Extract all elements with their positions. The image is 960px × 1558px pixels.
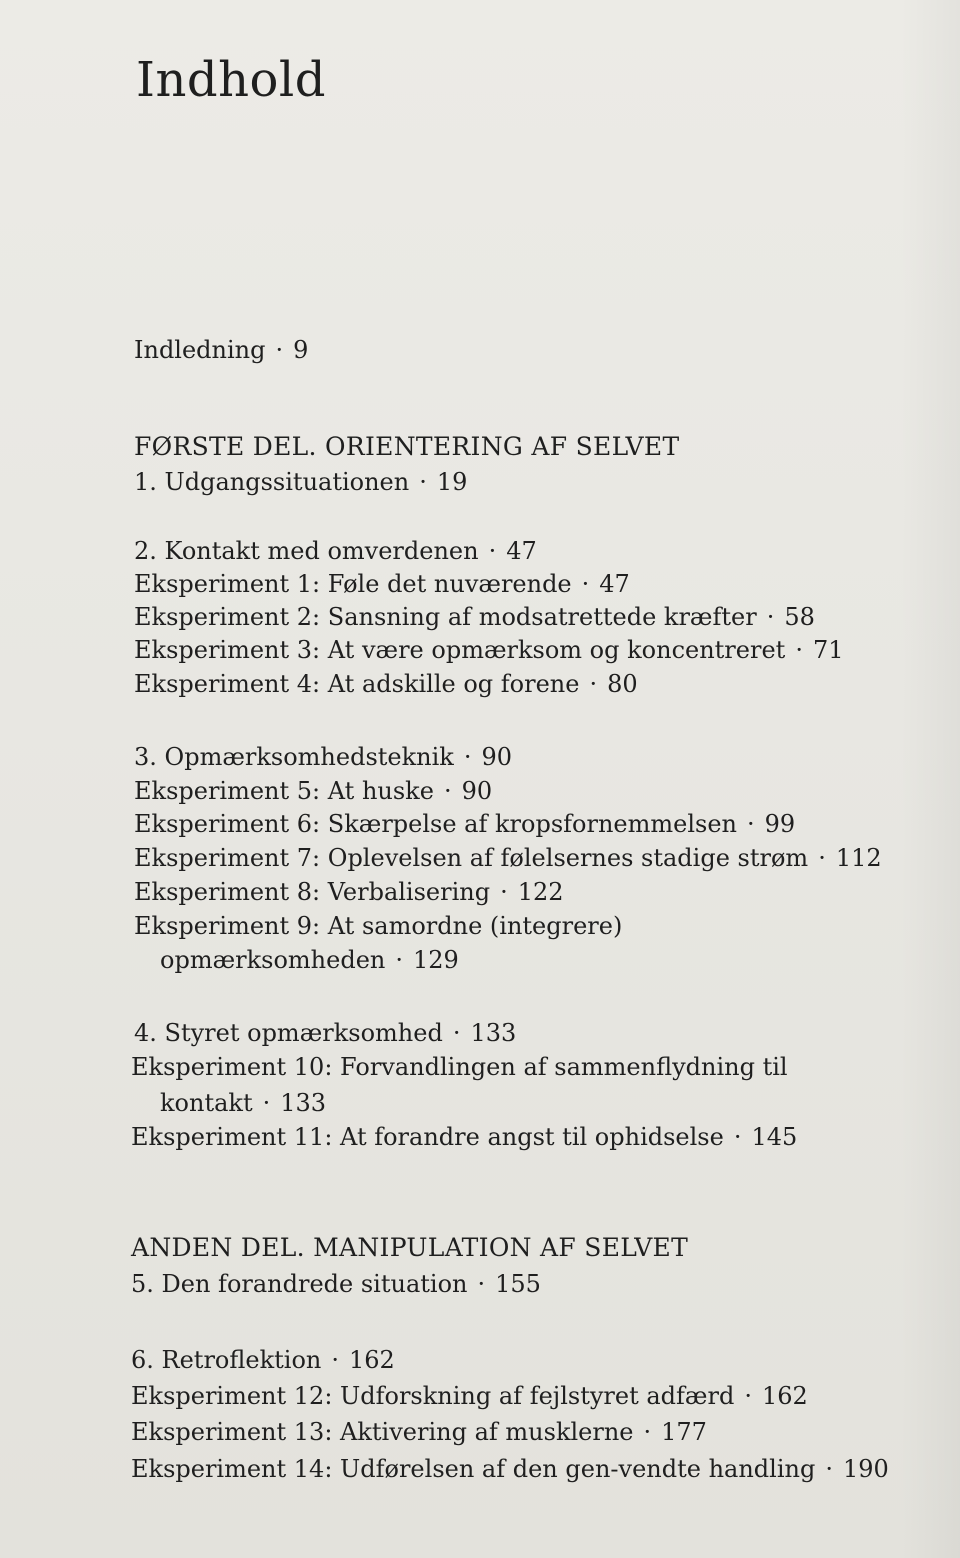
entry-page: 19 (436, 468, 468, 496)
entry-label-continued: kontakt (160, 1089, 253, 1117)
entry-page: 47 (506, 537, 537, 565)
toc-entry-experiment-5: Eksperiment 5: At huske · 90 (134, 777, 493, 805)
entry-page: 90 (461, 777, 493, 805)
entry-page: 145 (751, 1123, 798, 1151)
entry-label: Eksperiment 12: Udforskning af fejlstyret adfærd (131, 1382, 735, 1410)
entry-label: Eksperiment 14: Udførelsen af den gen-vendte handling (131, 1455, 816, 1483)
entry-label: Eksperiment 6: Skærpelse af kropsfornemmelsen (134, 810, 737, 838)
entry-label: 1. Udgangssituationen (134, 468, 410, 496)
toc-entry-intro: Indledning · 9 (134, 336, 309, 364)
toc-entry-experiment-9-continued: opmærksomheden · 129 (160, 946, 459, 974)
toc-entry-chapter-1: 1. Udgangssituationen · 19 (134, 468, 468, 496)
toc-entry-chapter-3: 3. Opmærksomhedsteknik · 90 (134, 743, 513, 771)
entry-label: Eksperiment 2: Sansning af modsatrettede kræfter (134, 603, 757, 631)
entry-label: Eksperiment 10: Forvandlingen af sammenflydning til (131, 1053, 788, 1081)
entry-label: 2. Kontakt med omverdenen (134, 537, 479, 565)
entry-label: 5. Den forandrede situation (131, 1270, 468, 1298)
toc-entry-experiment-12: Eksperiment 12: Udforskning af fejlstyret adfærd · 162 (131, 1382, 808, 1410)
entry-page: 190 (842, 1455, 889, 1483)
entry-page: 162 (761, 1382, 808, 1410)
entry-label: Eksperiment 1: Føle det nuværende (134, 570, 572, 598)
part-two-heading: ANDEN DEL. MANIPULATION AF SELVET (131, 1233, 689, 1262)
entry-label: Indledning (134, 336, 266, 364)
entry-label: 4. Styret opmærksomhed (134, 1019, 443, 1047)
toc-entry-chapter-2: 2. Kontakt med omverdenen · 47 (134, 537, 537, 565)
entry-page: 112 (835, 844, 882, 872)
toc-entry-experiment-2: Eksperiment 2: Sansning af modsatrettede kræfter · 58 (134, 603, 815, 631)
entry-label: 3. Opmærksomhedsteknik (134, 743, 454, 771)
entry-page: 47 (599, 570, 630, 598)
part-one-heading: FØRSTE DEL. ORIENTERING AF SELVET (134, 432, 680, 461)
entry-label: Eksperiment 11: At forandre angst til ophidselse (131, 1123, 724, 1151)
toc-title: Indhold (136, 52, 326, 108)
entry-page: 129 (413, 946, 459, 974)
toc-entry-experiment-10 (131, 1055, 788, 1079)
toc-entry-experiment-7: Eksperiment 7: Oplevelsen af følelsernes stadige strøm · 112 (134, 844, 882, 872)
entry-label: Eksperiment 7: Oplevelsen af følelsernes stadige strøm (134, 844, 809, 872)
entry-label: Eksperiment 13: Aktivering af musklerne (131, 1418, 634, 1446)
toc-entry-chapter-5: 5. Den forandrede situation · 155 (131, 1270, 541, 1298)
toc-entry-experiment-1: Eksperiment 1: Føle det nuværende · 47 (134, 570, 630, 598)
entry-page: 80 (607, 670, 638, 698)
entry-page: 155 (495, 1270, 541, 1298)
entry-page: 177 (661, 1418, 707, 1446)
toc-entry-experiment-13: Eksperiment 13: Aktivering af musklerne · 177 (131, 1418, 707, 1446)
page-edge-shadow (900, 0, 960, 1558)
toc-entry-experiment-14: Eksperiment 14: Udførelsen af den gen-vendte handling · 190 (131, 1455, 889, 1483)
entry-label: Eksperiment 9: At samordne (integrere) (134, 912, 623, 940)
entry-page: 9 (293, 336, 309, 364)
toc-entry-chapter-6: 6. Retroflektion · 162 (131, 1346, 395, 1374)
entry-label: 6. Retroflektion (131, 1346, 322, 1374)
toc-entry-experiment-9 (134, 914, 622, 938)
entry-label-continued: opmærksomheden (160, 946, 386, 974)
toc-entry-experiment-10-continued: kontakt · 133 (160, 1089, 327, 1117)
entry-page: 122 (517, 878, 564, 906)
entry-page: 162 (349, 1346, 395, 1374)
entry-page: 133 (470, 1019, 517, 1047)
entry-page: 133 (280, 1089, 327, 1117)
toc-entry-experiment-6: Eksperiment 6: Skærpelse af kropsfornemmelsen · 99 (134, 810, 796, 838)
entry-label: Eksperiment 3: At være opmærksom og koncentreret (134, 636, 786, 664)
toc-entry-experiment-3: Eksperiment 3: At være opmærksom og koncentreret · 71 (134, 636, 844, 664)
entry-label: Eksperiment 8: Verbalisering (134, 878, 491, 906)
entry-page: 71 (812, 636, 844, 664)
entry-label: Eksperiment 5: At huske (134, 777, 434, 805)
entry-page: 58 (784, 603, 815, 631)
entry-page: 90 (481, 743, 513, 771)
entry-page: 99 (764, 810, 796, 838)
toc-entry-chapter-4: 4. Styret opmærksomhed · 133 (134, 1019, 517, 1047)
toc-entry-experiment-8: Eksperiment 8: Verbalisering · 122 (134, 878, 564, 906)
toc-entry-experiment-11: Eksperiment 11: At forandre angst til ophidselse · 145 (131, 1123, 798, 1151)
entry-label: Eksperiment 4: At adskille og forene (134, 670, 580, 698)
toc-entry-experiment-4: Eksperiment 4: At adskille og forene · 80 (134, 670, 638, 698)
